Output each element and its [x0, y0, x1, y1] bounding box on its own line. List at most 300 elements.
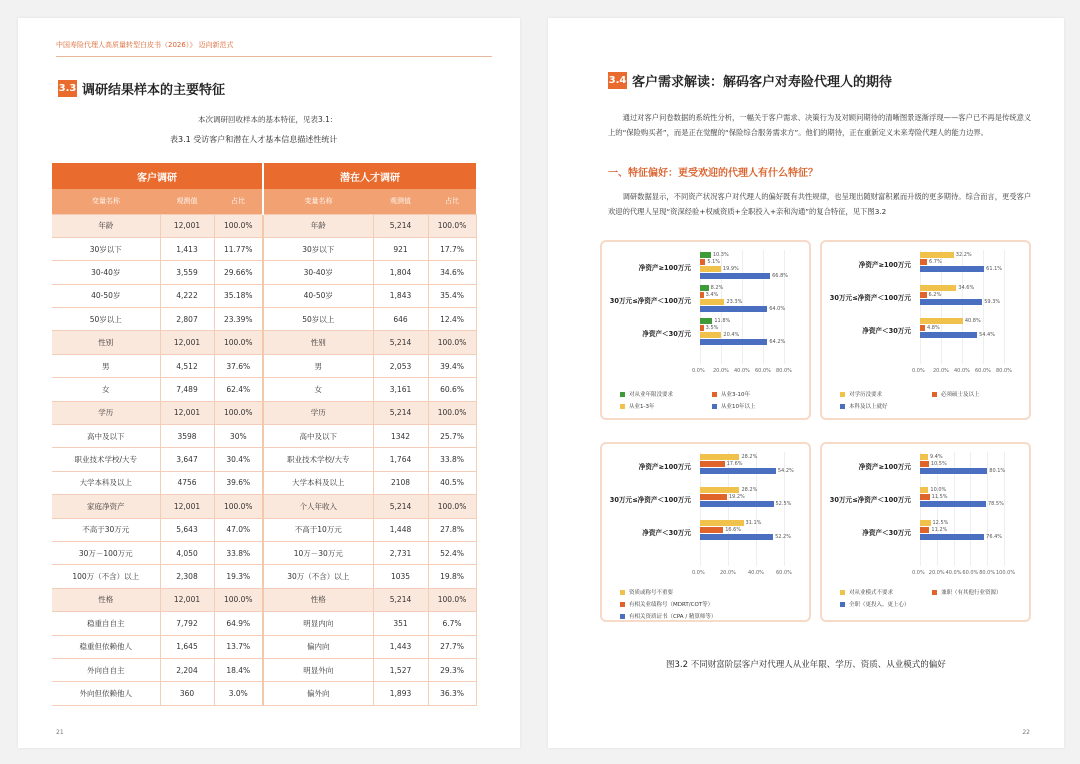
chart-data-label: 11.8%	[714, 317, 731, 324]
table-row	[52, 682, 476, 705]
chart-tick-label: 60.0%	[776, 570, 792, 576]
legend-swatch	[620, 404, 625, 409]
table-cell: 17.7%	[428, 237, 476, 260]
table-cell: 40.5%	[428, 471, 476, 494]
table-cell: 1,804	[373, 261, 428, 284]
chart-tick-label: 20.0%	[720, 570, 736, 576]
legend-label: 有相关业绩称号（MDRT/COT等）	[629, 602, 714, 608]
chart-data-label: 64.0%	[769, 305, 786, 312]
table-cell: 19.8%	[428, 565, 476, 588]
chart-bar	[920, 520, 931, 526]
chart-category-label: 净资产≥100万元	[858, 260, 911, 269]
legend-swatch	[712, 392, 717, 397]
section-heading-right	[608, 71, 892, 90]
chart-tick-label: 80.0%	[776, 368, 792, 374]
chart-tick-label: 60.0%	[755, 368, 771, 374]
table-cell: 明显内向	[263, 612, 373, 635]
table-cell: 100.0%	[428, 588, 476, 611]
legend-swatch	[620, 590, 625, 595]
chart-data-label: 78.5%	[987, 500, 1004, 507]
chart-data-label: 40.8%	[964, 317, 981, 324]
table-cell: 3,647	[160, 448, 214, 471]
table-cell: 偏外向	[263, 682, 373, 705]
table-cell: 60.6%	[428, 378, 476, 401]
chart-data-label: 31.1%	[745, 519, 762, 526]
legend-item	[932, 390, 980, 398]
left-page	[18, 18, 520, 748]
subheading: 一、特征偏好：更受欢迎的代理人有什么特征？	[608, 168, 818, 179]
chart-bar	[920, 501, 986, 507]
legend-label: 本科及以上就好	[849, 404, 888, 410]
chart-data-label: 20.4%	[723, 331, 740, 338]
table-cell: 6.7%	[428, 612, 476, 635]
chart-bar	[920, 299, 982, 305]
table-cell: 4,222	[160, 284, 214, 307]
table-cell: 女	[52, 378, 160, 401]
table-cell: 5,643	[160, 518, 214, 541]
table-cell: 351	[373, 612, 428, 635]
chart-data-label: 6.7%	[929, 258, 942, 265]
table-cell: 职业技术学校/大专	[263, 448, 373, 471]
table-cell: 13.7%	[214, 635, 263, 658]
table-row	[52, 378, 476, 401]
chart-bar	[700, 285, 709, 291]
chart-tick-label: 20.0%	[713, 368, 729, 374]
chart-data-label: 80.1%	[989, 467, 1006, 474]
table-cell: 稳重自自主	[52, 612, 160, 635]
table-cell: 职业技术学校/大专	[52, 448, 160, 471]
table-cell: 家庭净资产	[52, 495, 160, 518]
table-cell: 360	[160, 682, 214, 705]
table-cell: 18.4%	[214, 658, 263, 681]
table-cell: 1,527	[373, 658, 428, 681]
legend-swatch	[712, 404, 717, 409]
table-cell: 1342	[373, 425, 428, 448]
legend-swatch	[840, 602, 845, 607]
table-row	[52, 518, 476, 541]
chart-data-label: 52.2%	[775, 533, 791, 540]
table-cell: 性别	[52, 331, 160, 354]
table-cell: 女	[263, 378, 373, 401]
chart-tick-label: 20.0%	[933, 368, 949, 374]
table-cell: 100.0%	[428, 495, 476, 518]
chart-bar	[920, 285, 956, 291]
chart-category-label: 净资产＜30万元	[862, 326, 911, 335]
table-cell: 学历	[263, 401, 373, 424]
table-cell: 47.0%	[214, 518, 263, 541]
chart-bar	[700, 292, 704, 298]
chart-data-label: 3.4%	[705, 291, 719, 298]
table-cell: 35.4%	[428, 284, 476, 307]
table-cell: 100.0%	[428, 331, 476, 354]
chart-panel-mode	[820, 442, 1031, 622]
table-cell: 7,792	[160, 612, 214, 635]
table-cell: 1,893	[373, 682, 428, 705]
chart-bar	[700, 534, 773, 540]
table-cell: 12.4%	[428, 308, 476, 331]
legend-swatch	[840, 404, 845, 409]
table-cell: 4,050	[160, 541, 214, 564]
table-cell: 40-50岁	[52, 284, 160, 307]
table-cell: 39.4%	[428, 354, 476, 377]
chart-tick-label: 100.0%	[996, 570, 1016, 576]
table-cell: 100万（不含）以上	[52, 565, 160, 588]
chart-data-label: 8.2%	[710, 284, 724, 291]
table-cell: 大学本科及以上	[52, 471, 160, 494]
table-row	[52, 635, 476, 658]
table-cell: 不高于30万元	[52, 518, 160, 541]
chart-bar	[920, 534, 984, 540]
chart-data-label: 54.2%	[777, 467, 794, 474]
table-cell: 5,214	[373, 588, 428, 611]
table-category-row	[52, 401, 476, 424]
table-cell: 性别	[263, 331, 373, 354]
paragraph-1: 通过对客户问卷数据的系统性分析，一幅关于客户需求、决策行为及对顾问期待的清晰图景逐渐浮现——客户已不再是传统意义上的“保险购买者”，而是正在觉醒的“保险综合服务需求方”。他们的期待，正在重新定义未来寿险代理人的能力边界。	[608, 113, 1032, 137]
chart-tick-label: 0.0%	[912, 368, 925, 374]
legend-item	[712, 390, 750, 398]
chart-tick-label: 40.0%	[945, 570, 962, 576]
stats-table	[52, 163, 477, 706]
table-category-row	[52, 331, 476, 354]
chart-bar	[700, 259, 705, 265]
legend-swatch	[620, 614, 625, 619]
running-header: 中国寿险代理人高质量转型白皮书（2026）》 迈向新范式	[56, 41, 234, 49]
table-cell: 100.0%	[214, 214, 263, 237]
chart-data-label: 66.8%	[772, 272, 789, 279]
table-cell: 稳重但依赖他人	[52, 635, 160, 658]
chart-bar	[700, 520, 744, 526]
table-row	[52, 237, 476, 260]
chart-category-label: 30万元≤净资产＜100万元	[609, 297, 691, 305]
legend-item	[712, 402, 756, 410]
chart-category-label: 30万元≤净资产＜100万元	[829, 495, 911, 504]
section-number-right: 3.4	[608, 72, 627, 89]
table-cell: 4756	[160, 471, 214, 494]
chart-tick-label: 60.0%	[975, 368, 991, 374]
legend-label: 资质或称号不重要	[629, 590, 674, 596]
table-row	[52, 354, 476, 377]
table-cell: 外向自自主	[52, 658, 160, 681]
table-cell: 外向但依赖他人	[52, 682, 160, 705]
chart-tick-label: 40.0%	[954, 368, 970, 374]
table-cell: 30.4%	[214, 448, 263, 471]
column-header: 观测值	[160, 189, 214, 214]
legend-swatch	[620, 602, 625, 607]
right-page	[548, 18, 1064, 748]
chart-bar	[700, 468, 776, 474]
chart-bar	[700, 273, 770, 279]
chart-panel-years	[600, 240, 811, 420]
chart-bar	[700, 252, 711, 258]
table-cell: 个人年收入	[263, 495, 373, 518]
table-cell: 36.3%	[428, 682, 476, 705]
table-cell: 27.7%	[428, 635, 476, 658]
table-cell: 100.0%	[214, 588, 263, 611]
table-cell: 1,764	[373, 448, 428, 471]
table-cell: 25.7%	[428, 425, 476, 448]
chart-data-label: 23.3%	[726, 298, 743, 305]
chart-bar	[920, 252, 954, 258]
chart-bar	[920, 454, 928, 460]
chart-tick-label: 20.0%	[928, 570, 945, 576]
table-cell: 52.4%	[428, 541, 476, 564]
table-cell: 33.8%	[428, 448, 476, 471]
chart-data-label: 11.5%	[931, 493, 948, 500]
chart-data-label: 34.6%	[958, 284, 975, 291]
table-cell: 年龄	[52, 214, 160, 237]
legend-swatch	[620, 392, 625, 397]
chart-bar	[700, 318, 712, 324]
legend-swatch	[932, 392, 937, 397]
chart-category-label: 净资产＜30万元	[642, 528, 691, 537]
table-cell: 偏内向	[263, 635, 373, 658]
table-row	[52, 448, 476, 471]
column-header: 变量名称	[52, 189, 160, 214]
table-caption: 表3.1 受访客户和潜在人才基本信息描述性统计	[170, 135, 338, 144]
column-header: 变量名称	[263, 189, 373, 214]
table-cell: 12,001	[160, 214, 214, 237]
legend-label: 从业1-3年	[629, 404, 655, 410]
legend-label: 对从业模式不要求	[849, 590, 894, 596]
legend-label: 全职（更投入、更上心）	[849, 602, 910, 608]
chart-tick-label: 40.0%	[734, 368, 750, 374]
table-cell: 30-40岁	[263, 261, 373, 284]
table-cell: 2,204	[160, 658, 214, 681]
legend-item	[620, 600, 713, 608]
table-category-row	[52, 214, 476, 237]
table-cell: 3,559	[160, 261, 214, 284]
chart-data-label: 6.2%	[928, 291, 942, 298]
chart-data-label: 59.3%	[984, 298, 1001, 305]
legend-label: 有相关资质证书（CPA / 精算师等）	[629, 614, 717, 620]
table-cell: 2,807	[160, 308, 214, 331]
group-header-customer: 客户调研	[52, 163, 263, 189]
table-row	[52, 308, 476, 331]
chart-data-label: 28.2%	[741, 486, 758, 493]
chart-data-label: 32.2%	[955, 251, 972, 258]
section-title-right: 客户需求解读：解码客户对寿险代理人的期待	[632, 75, 893, 90]
table-cell: 50岁以上	[52, 308, 160, 331]
chart-bar	[920, 318, 963, 324]
table-cell: 1,443	[373, 635, 428, 658]
chart-data-label: 52.5%	[775, 500, 792, 507]
chart-tick-label: 80.0%	[979, 570, 996, 576]
table-cell: 高中及以下	[263, 425, 373, 448]
chart-bar	[920, 461, 929, 467]
figure-caption: 图3.2 不同财富阶层客户对代理人从业年限、学历、资质、从业模式的偏好	[666, 660, 946, 670]
table-cell: 100.0%	[214, 331, 263, 354]
table-row	[52, 541, 476, 564]
chart-bar	[920, 527, 929, 533]
chart-bar	[700, 487, 739, 493]
table-row	[52, 261, 476, 284]
table-cell: 4,512	[160, 354, 214, 377]
chart-bar	[700, 339, 767, 345]
chart-gridline	[1004, 250, 1005, 364]
header-rule	[56, 56, 492, 57]
intro-text: 本次调研回收样本的基本特征，见表3.1：	[198, 115, 338, 124]
chart-bar	[700, 299, 724, 305]
chart-panel-qualification	[600, 442, 811, 622]
table-cell: 39.6%	[214, 471, 263, 494]
chart-data-label: 10.5%	[930, 460, 947, 467]
table-cell: 2,731	[373, 541, 428, 564]
table-cell: 40-50岁	[263, 284, 373, 307]
table-cell: 100.0%	[428, 214, 476, 237]
chart-data-label: 11.2%	[931, 526, 948, 533]
chart-bar	[700, 306, 767, 312]
table-cell: 100.0%	[428, 401, 476, 424]
chart-tick-label: 80.0%	[996, 368, 1012, 374]
chart-data-label: 5.1%	[707, 258, 721, 265]
chart-bar	[700, 501, 774, 507]
chart-bar	[700, 332, 721, 338]
chart-bar	[920, 487, 928, 493]
table-row	[52, 471, 476, 494]
legend-swatch	[840, 392, 845, 397]
table-cell: 2108	[373, 471, 428, 494]
chart-bar	[920, 259, 927, 265]
page-number-right: 22	[1022, 729, 1030, 736]
chart-data-label: 54.4%	[979, 331, 995, 338]
chart-bar	[700, 325, 704, 331]
legend-label: 兼职（有其他行业资源）	[941, 590, 1002, 596]
table-cell: 5,214	[373, 495, 428, 518]
page-number-left: 21	[56, 729, 64, 736]
table-cell: 12,001	[160, 331, 214, 354]
table-cell: 35.18%	[214, 284, 263, 307]
chart-data-label: 76.4%	[986, 533, 1003, 540]
chart-category-label: 30万元≤净资产＜100万元	[609, 495, 691, 504]
table-cell: 10万－30万元	[263, 541, 373, 564]
legend-label: 必须硕士及以上	[941, 392, 980, 398]
legend-item	[620, 402, 654, 410]
legend-item	[840, 600, 910, 608]
chart-data-label: 17.6%	[726, 460, 743, 467]
legend-item	[620, 612, 716, 620]
table-cell: 男	[52, 354, 160, 377]
chart-bar	[920, 494, 930, 500]
table-cell: 1,645	[160, 635, 214, 658]
table-cell: 1035	[373, 565, 428, 588]
section-title: 调研结果样本的主要特征	[82, 83, 226, 98]
table-cell: 大学本科及以上	[263, 471, 373, 494]
table-cell: 646	[373, 308, 428, 331]
table-cell: 12,001	[160, 401, 214, 424]
table-row	[52, 284, 476, 307]
group-header-talent: 潜在人才调研	[263, 163, 476, 189]
legend-item	[840, 402, 888, 410]
chart-tick-label: 60.0%	[962, 570, 979, 576]
legend-swatch	[932, 590, 937, 595]
table-cell: 年龄	[263, 214, 373, 237]
legend-label: 对从业年限没要求	[629, 392, 674, 398]
table-cell: 29.3%	[428, 658, 476, 681]
legend-item	[840, 390, 882, 398]
section-number: 3.3	[58, 80, 77, 97]
chart-bar	[920, 332, 977, 338]
table-cell: 100.0%	[214, 495, 263, 518]
chart-data-label: 3.5%	[705, 324, 719, 331]
table-cell: 23.39%	[214, 308, 263, 331]
table-cell: 1,843	[373, 284, 428, 307]
chart-category-label: 30万元≤净资产＜100万元	[829, 293, 911, 302]
chart-data-label: 9.4%	[929, 453, 943, 460]
column-header: 占比	[214, 189, 263, 214]
table-cell: 19.3%	[214, 565, 263, 588]
chart-data-label: 16.6%	[725, 526, 742, 533]
table-cell: 男	[263, 354, 373, 377]
chart-bar	[920, 292, 927, 298]
table-cell: 30万（不含）以上	[263, 565, 373, 588]
chart-data-label: 19.2%	[728, 493, 745, 500]
table-cell: 30-40岁	[52, 261, 160, 284]
paragraph-2: 调研数据显示，不同资产状况客户对代理人的偏好既有共性规律，也呈现出随财富积累而升级的更多期待。综合而言，更受客户欢迎的代理人呈现“资深经验+权威资质+全职投入+亲和沟通”的复合特征，见下图3.2	[608, 192, 1032, 216]
table-cell: 不高于10万元	[263, 518, 373, 541]
table-cell: 3598	[160, 425, 214, 448]
table-category-row	[52, 588, 476, 611]
chart-data-label: 12.5%	[932, 519, 949, 526]
chart-tick-label: 0.0%	[692, 368, 705, 374]
chart-bar	[700, 527, 723, 533]
table-cell: 64.9%	[214, 612, 263, 635]
chart-tick-label: 0.0%	[912, 570, 925, 576]
table-cell: 33.8%	[214, 541, 263, 564]
table-row	[52, 565, 476, 588]
table-cell: 30万－100万元	[52, 541, 160, 564]
table-category-row	[52, 495, 476, 518]
chart-bar	[700, 461, 725, 467]
chart-data-label: 4.8%	[927, 324, 940, 331]
chart-bar	[920, 266, 984, 272]
column-header: 占比	[428, 189, 476, 214]
table-cell: 34.6%	[428, 261, 476, 284]
chart-bar	[700, 454, 739, 460]
chart-data-label: 28.2%	[741, 453, 758, 460]
table-cell: 性格	[263, 588, 373, 611]
chart-data-label: 10.3%	[712, 251, 729, 258]
table-cell: 2,053	[373, 354, 428, 377]
table-cell: 11.77%	[214, 237, 263, 260]
table-cell: 12,001	[160, 588, 214, 611]
table-cell: 12,001	[160, 495, 214, 518]
chart-category-label: 净资产≥100万元	[858, 462, 911, 471]
table-row	[52, 612, 476, 635]
table-cell: 921	[373, 237, 428, 260]
table-cell: 50岁以上	[263, 308, 373, 331]
table-cell: 100.0%	[214, 401, 263, 424]
chart-panel-education	[820, 240, 1031, 420]
table-cell: 37.6%	[214, 354, 263, 377]
chart-bar	[700, 266, 721, 272]
chart-data-label: 61.1%	[986, 265, 1003, 272]
table-cell: 学历	[52, 401, 160, 424]
chart-tick-label: 0.0%	[692, 570, 705, 576]
legend-item	[932, 588, 1002, 596]
table-cell: 27.8%	[428, 518, 476, 541]
section-heading	[58, 79, 225, 98]
table-cell: 明显外向	[263, 658, 373, 681]
chart-category-label: 净资产＜30万元	[862, 528, 911, 537]
table-cell: 30岁以下	[52, 237, 160, 260]
legend-label: 对学历没要求	[849, 392, 883, 398]
table-cell: 30岁以下	[263, 237, 373, 260]
table-cell: 性格	[52, 588, 160, 611]
table-row	[52, 425, 476, 448]
table-row	[52, 658, 476, 681]
table-cell: 62.4%	[214, 378, 263, 401]
legend-label: 从业3-10年	[721, 392, 750, 398]
